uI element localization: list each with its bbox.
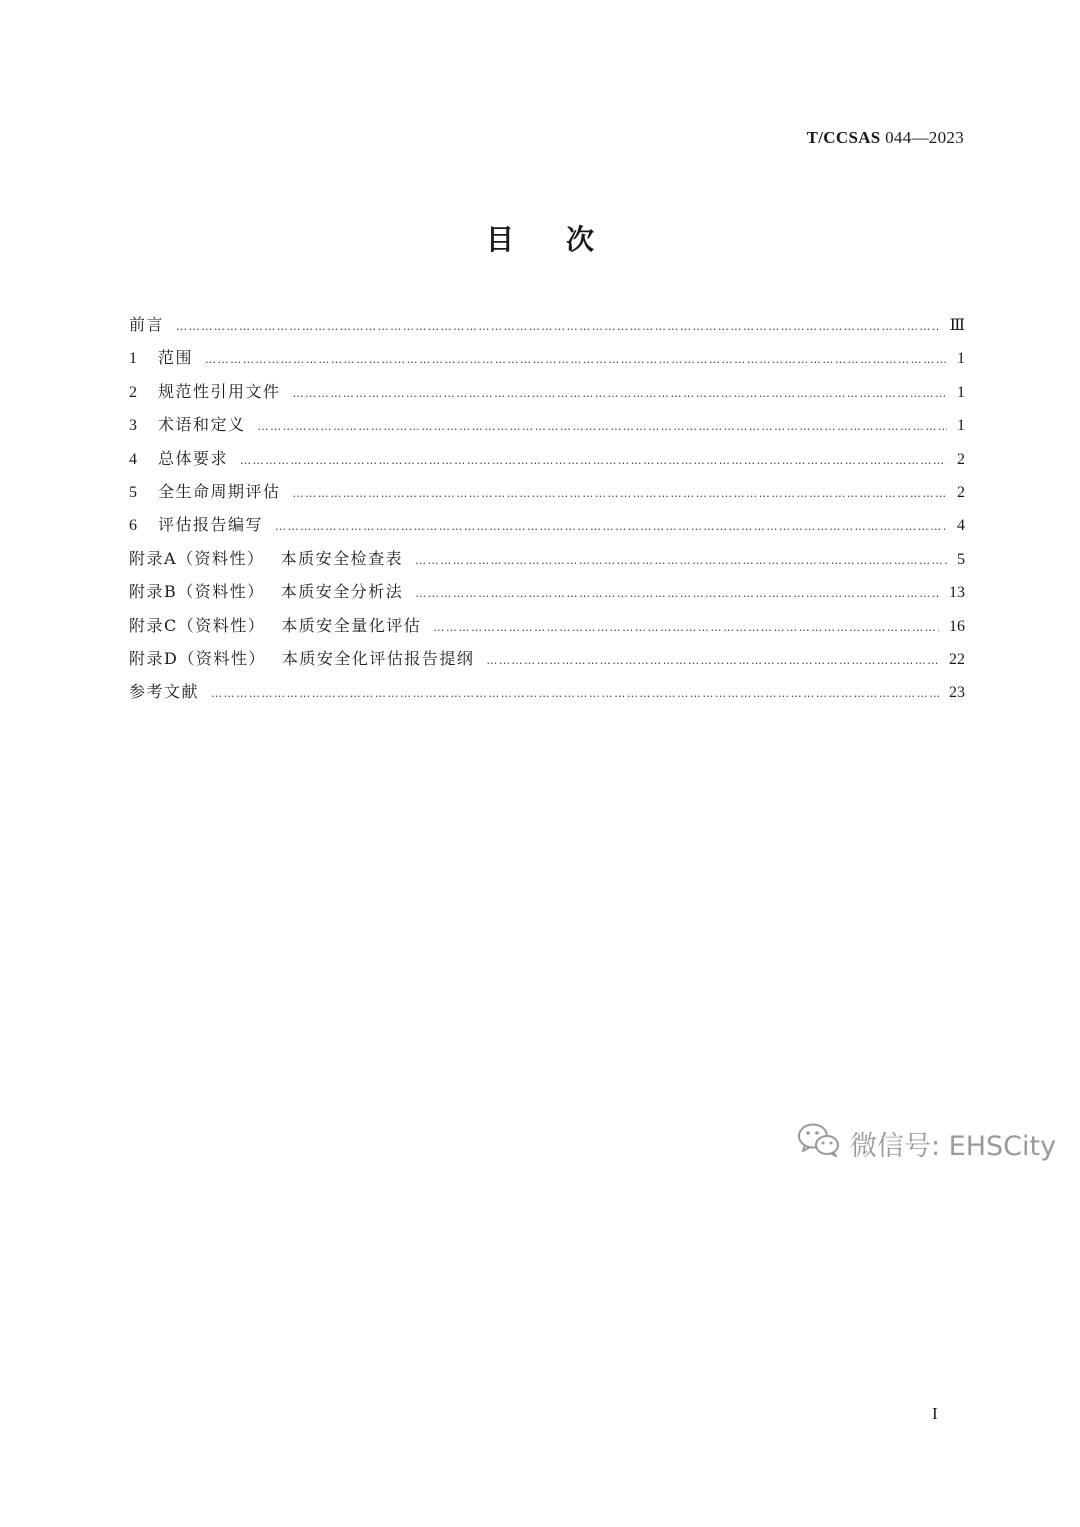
toc-entry-report-writing[interactable] — [129, 508, 965, 541]
toc-leader-dots — [211, 677, 939, 710]
toc-annex-title: 本质安全量化评估 — [281, 615, 422, 635]
toc-leader-dots — [293, 377, 947, 410]
toc-annex-label: 附录B（资料性） — [129, 582, 265, 602]
wechat-icon — [796, 1121, 850, 1166]
toc-entry-lifecycle-assessment[interactable] — [129, 475, 965, 508]
toc-entry-label: 参考文献 — [129, 682, 200, 702]
standard-code-number: 044—2023 — [885, 128, 964, 147]
toc-entry-annex-a[interactable] — [129, 542, 965, 575]
toc-entry-preface[interactable] — [129, 308, 965, 341]
toc-leader-dots — [275, 510, 947, 543]
toc-leader-dots — [293, 477, 947, 510]
toc-entry-normative-references[interactable] — [129, 375, 965, 408]
toc-entry-page: 1 — [957, 417, 965, 435]
toc-entry-annex-c[interactable] — [129, 609, 965, 642]
toc-leader-dots — [486, 644, 939, 677]
toc-entry-number: 5 — [129, 483, 137, 501]
toc-entry-number: 3 — [129, 417, 137, 435]
watermark — [796, 1121, 1056, 1166]
toc-entry-page: Ⅲ — [949, 317, 965, 334]
toc-entry-page: 4 — [957, 517, 965, 535]
toc-entry-label: 评估报告编写 — [158, 515, 264, 535]
toc-entry-label — [129, 609, 421, 642]
toc-entry-page: 13 — [949, 584, 965, 602]
toc-entry-page: 1 — [957, 350, 965, 368]
toc-entry-bibliography[interactable] — [129, 675, 965, 708]
toc-entry-number: 2 — [129, 383, 137, 401]
toc-entry-label: 术语和定义 — [158, 415, 246, 435]
toc-annex-label: 附录A（资料性） — [129, 548, 265, 568]
toc-entry-general-requirements[interactable] — [129, 442, 965, 475]
toc-annex-title: 本质安全分析法 — [280, 582, 404, 602]
toc-entry-label: 规范性引用文件 — [158, 381, 281, 401]
toc-entry-annex-d[interactable] — [129, 642, 965, 675]
toc-leader-dots — [433, 611, 939, 644]
toc-entry-label: 范围 — [158, 348, 194, 368]
toc-leader-dots — [176, 310, 940, 343]
page-number: I — [932, 1404, 938, 1423]
toc-entry-number: 4 — [129, 450, 137, 468]
toc-annex-label: 附录C（资料性） — [129, 615, 266, 635]
toc-entry-annex-b[interactable] — [129, 575, 965, 608]
toc-leader-dots — [205, 343, 947, 376]
toc-entry-label: 全生命周期评估 — [158, 481, 281, 501]
toc-annex-title: 本质安全检查表 — [280, 548, 404, 568]
toc-entry-terms[interactable] — [129, 408, 965, 441]
toc-leader-dots — [415, 544, 947, 577]
toc-entry-label: 前言 — [129, 315, 165, 334]
toc-entry-scope[interactable] — [129, 341, 965, 374]
toc-entry-page: 23 — [949, 684, 965, 702]
toc-annex-title: 本质安全化评估报告提纲 — [281, 648, 475, 668]
toc-entry-label — [129, 542, 403, 575]
standard-code-prefix: T/CCSAS — [806, 128, 881, 147]
toc-leader-dots — [240, 444, 947, 477]
page-title: 目次 — [485, 223, 646, 256]
toc-entry-page: 5 — [957, 550, 965, 568]
toc-entry-page: 16 — [949, 617, 965, 635]
toc-entry-number: 1 — [129, 350, 137, 368]
toc-entry-page: 1 — [957, 383, 965, 401]
table-of-contents — [129, 308, 965, 709]
toc-entry-page: 2 — [957, 450, 965, 468]
toc-entry-page: 22 — [949, 650, 965, 668]
standard-code — [807, 128, 964, 148]
watermark-text: 微信号: EHSCity — [850, 1131, 1057, 1162]
toc-leader-dots — [415, 577, 939, 610]
toc-entry-number: 6 — [129, 517, 137, 535]
toc-leader-dots — [258, 410, 947, 443]
toc-entry-page: 2 — [957, 483, 965, 501]
toc-annex-label: 附录D（资料性） — [129, 648, 266, 668]
toc-entry-label: 总体要求 — [158, 448, 229, 468]
toc-entry-label — [129, 575, 403, 608]
toc-entry-label — [129, 642, 474, 675]
